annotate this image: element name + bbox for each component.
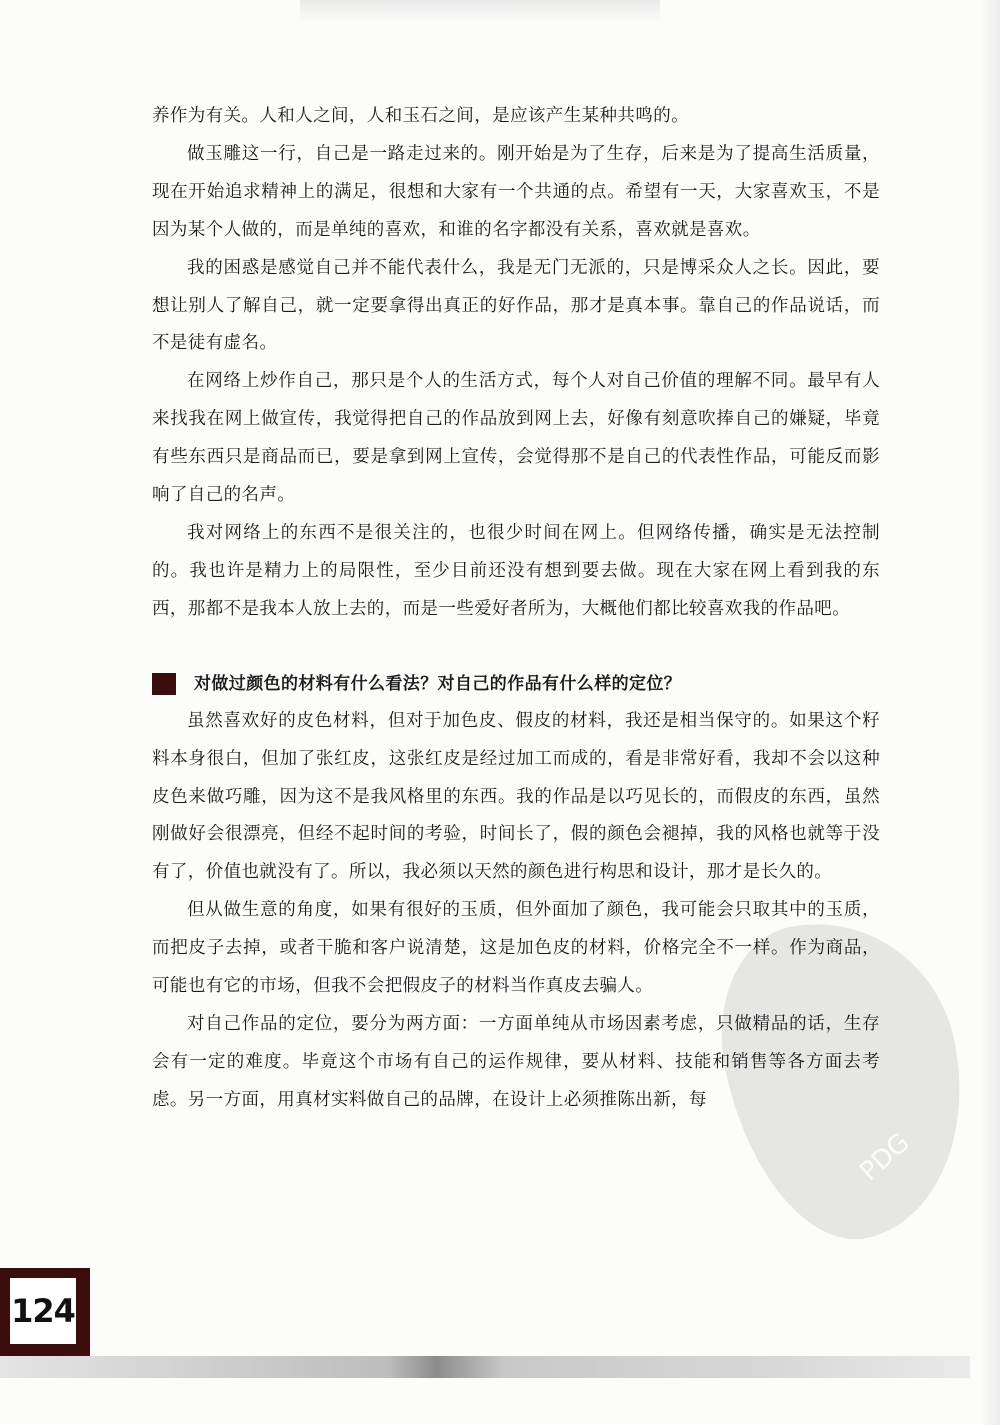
- paragraph: 在网络上炒作自己，那只是个人的生活方式，每个人对自己价值的理解不同。最早有人来找我在网上做宣传，我觉得把自己的作品放到网上去，好像有刻意吹捧自己的嫌疑，毕竟有些东西只是商品而已，要是拿到网上宣传，会觉得那不是自己的代表性作品，可能反而影响了自己的名声。: [152, 371, 880, 506]
- paragraph: 我对网络上的东西不是很关注的，也很少时间在网上。但网络传播，确实是无法控制的。我也许是精力上的局限性，至少目前还没有想到要去做。现在大家在网上看到我的东西，那都不是我本人放上去的，而是一些爱好者所为，大概他们都比较喜欢我的作品吧。: [152, 522, 880, 619]
- paragraph: 对自己作品的定位，要分为两方面：一方面单纯从市场因素考虑，只做精品的话，生存会有一定的难度。毕竟这个市场有自己的运作规律，要从材料、技能和销售等各方面去考虑。另一方面，用真材实料做自己的品牌，在设计上必须推陈出新，每: [152, 1013, 880, 1110]
- heading-square-icon: [152, 673, 176, 695]
- paragraph: 我的困惑是感觉自己并不能代表什么，我是无门无派的，只是博采众人之长。因此，要想让别人了解自己，就一定要拿得出真正的好作品，那才是真本事。靠自己的作品说话，而不是徒有虚名。: [152, 257, 880, 354]
- scan-bottom-band: [0, 1356, 970, 1378]
- watermark-label: PDG: [854, 1127, 916, 1188]
- section-spacer: [152, 629, 880, 665]
- paragraph-continued: 养作为有关。人和人之间，人和玉石之间，是应该产生某种共鸣的。: [152, 106, 689, 126]
- section-heading: [152, 665, 880, 703]
- paragraph: 做玉雕这一行，自己是一路走过来的。刚开始是为了生存，后来是为了提高生活质量，现在开始追求精神上的满足，很想和大家有一个共通的点。希望有一天，大家喜欢玉，不是因为某个人做的，而是单纯的喜欢，和谁的名字都没有关系，喜欢就是喜欢。: [152, 143, 880, 240]
- page-number: 124: [10, 1278, 76, 1344]
- paragraph: 但从做生意的角度，如果有很好的玉质，但外面加了颜色，我可能会只取其中的玉质，而把皮子去掉，或者干脆和客户说清楚，这是加色皮的材料，价格完全不一样。作为商品，可能也有它的市场，但我不会把假皮子的材料当作真皮去骗人。: [152, 900, 880, 997]
- body-text: [152, 98, 880, 1120]
- page-number-box: [0, 1268, 90, 1356]
- scan-smudge: [300, 0, 660, 22]
- paragraph: 虽然喜欢好的皮色材料，但对于加色皮、假皮的材料，我还是相当保守的。如果这个籽料本身很白，但加了张红皮，这张红皮是经过加工而成的，看是非常好看，我却不会以这种皮色来做巧雕，因为这不是我风格里的东西。我的作品是以巧见长的，而假皮的东西，虽然刚做好会很漂亮，但经不起时间的考验，时间长了，假的颜色会褪掉，我的风格也就等于没有了，价值也就没有了。所以，我必须以天然的颜色进行构思和设计，那才是长久的。: [152, 710, 880, 883]
- section-heading-text: 对做过颜色的材料有什么看法？对自己的作品有什么样的定位？: [194, 673, 682, 694]
